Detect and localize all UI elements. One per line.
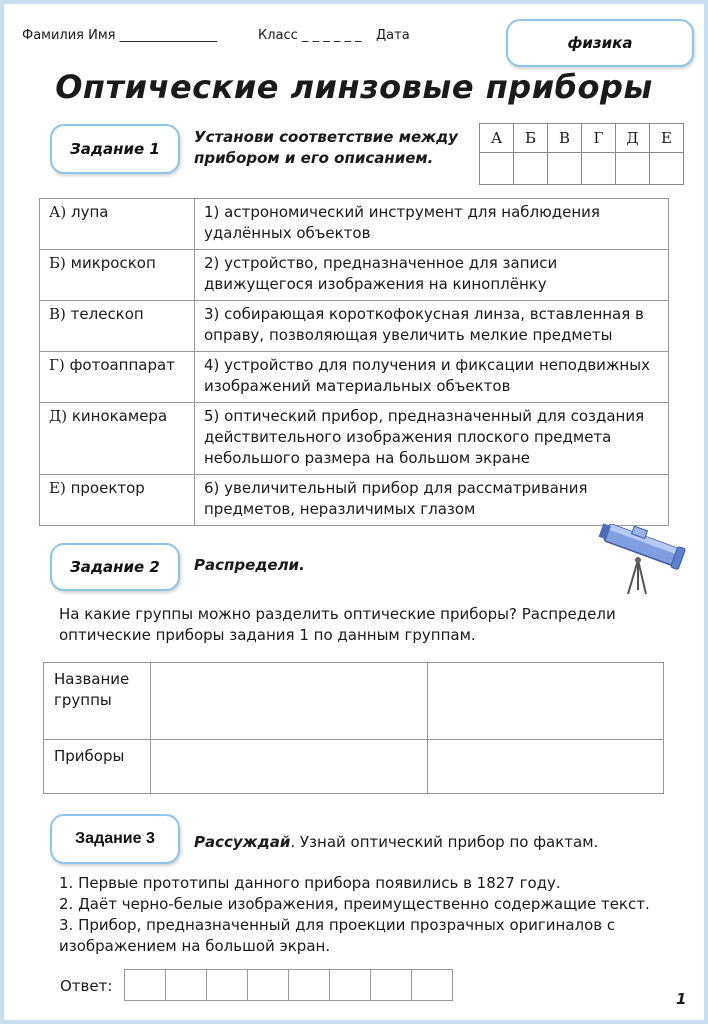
answer-box[interactable]: [412, 970, 453, 1001]
fact-item: 2. Даёт черно-белые изображения, преимущественно содержащие текст.: [59, 895, 650, 913]
group-cell[interactable]: [151, 740, 428, 794]
answer-box[interactable]: [166, 970, 207, 1001]
table-row: [40, 475, 669, 526]
task2-instruction: Распредели.: [194, 556, 305, 574]
task3-instruction-bold: Рассуждай: [194, 833, 291, 851]
device-description: 2) устройство, предназначенное для записи движущегося изображения на киноплёнку: [195, 250, 669, 301]
answer-label: Ответ:: [60, 977, 113, 995]
answer-box[interactable]: [371, 970, 412, 1001]
group-cell[interactable]: [428, 740, 664, 794]
device-description: 6) увеличительный прибор для рассматривания предметов, неразличимых глазом: [195, 475, 669, 526]
answer-letter: А: [480, 124, 514, 153]
device-description: 4) устройство для получения и фиксации неподвижных изображений материальных объектов: [195, 352, 669, 403]
device-name: лупа: [71, 203, 109, 221]
device-name: проектор: [70, 479, 145, 497]
page-number: 1: [676, 990, 687, 1008]
matching-table: [39, 198, 669, 526]
task1-instruction: Установи соответствие между прибором и его описанием.: [194, 128, 458, 167]
fact-item: 3. Прибор, предназначенный для проекции прозрачных оригиналов с изображением на большой экран.: [59, 916, 616, 955]
device-description: 1) астрономический инструмент для наблюдения удалённых объектов: [195, 199, 669, 250]
subject-badge: физика: [506, 19, 694, 67]
task3-badge: Задание 3: [50, 814, 180, 864]
row-letter: Д): [49, 407, 68, 425]
answer-boxes: [124, 969, 453, 1001]
row-letter: Г): [49, 356, 65, 374]
group-cell[interactable]: [151, 663, 428, 740]
surname-label: Фамилия Имя _______________: [22, 28, 218, 43]
answer-cell[interactable]: [582, 153, 616, 185]
telescope-icon: [598, 518, 686, 596]
devices-label: Приборы: [44, 740, 151, 794]
answer-cell[interactable]: [514, 153, 548, 185]
answer-letter: В: [548, 124, 582, 153]
date-label: Дата: [376, 28, 410, 43]
answer-cell[interactable]: [548, 153, 582, 185]
table-row: [40, 250, 669, 301]
table-row: [40, 352, 669, 403]
task1-answer-grid: [479, 123, 684, 185]
task3-instruction-rest: . Узнай оптический прибор по фактам.: [290, 833, 599, 851]
table-row: [40, 301, 669, 352]
table-row: [40, 403, 669, 475]
device-description: 3) собирающая короткофокусная линза, вставленная в оправу, позволяющая увеличить мелкие предметы: [195, 301, 669, 352]
answer-box[interactable]: [207, 970, 248, 1001]
groups-table: [43, 662, 664, 794]
answer-box[interactable]: [248, 970, 289, 1001]
answer-box[interactable]: [289, 970, 330, 1001]
row-letter: В): [49, 305, 66, 323]
task2-question: На какие группы можно разделить оптические приборы? Распредели оптические приборы задания 1 по данным группам.: [59, 605, 616, 644]
device-description: 5) оптический прибор, предназначенный для создания действительного изображения плоского предмета небольшого размера на большом экране: [195, 403, 669, 475]
fact-item: 1. Первые прототипы данного прибора появились в 1827 году.: [59, 874, 561, 892]
device-name: кинокамера: [71, 407, 168, 425]
task2-badge: Задание 2: [50, 543, 180, 591]
answer-box[interactable]: [125, 970, 166, 1001]
page-title: Оптические линзовые приборы: [55, 68, 653, 106]
table-row: [44, 663, 664, 740]
task3-facts: [59, 873, 679, 957]
device-name: телескоп: [70, 305, 144, 323]
task1-badge: Задание 1: [50, 124, 180, 174]
row-letter: Е): [49, 479, 66, 497]
device-name: фотоаппарат: [69, 356, 175, 374]
answer-cell[interactable]: [616, 153, 650, 185]
group-cell[interactable]: [428, 663, 664, 740]
answer-cell[interactable]: [650, 153, 684, 185]
class-label: Класс _ _ _ _ _ _: [258, 28, 362, 43]
answer-letter: Б: [514, 124, 548, 153]
device-name: микроскоп: [70, 254, 156, 272]
answer-letter: Г: [582, 124, 616, 153]
answer-cell[interactable]: [480, 153, 514, 185]
answer-letter: Е: [650, 124, 684, 153]
table-row: [40, 199, 669, 250]
row-letter: А): [49, 203, 67, 221]
task3-instruction: [194, 832, 598, 853]
group-name-label: Название группы: [44, 663, 151, 740]
answer-letter: Д: [616, 124, 650, 153]
row-letter: Б): [49, 254, 66, 272]
answer-box[interactable]: [330, 970, 371, 1001]
table-row: [44, 740, 664, 794]
